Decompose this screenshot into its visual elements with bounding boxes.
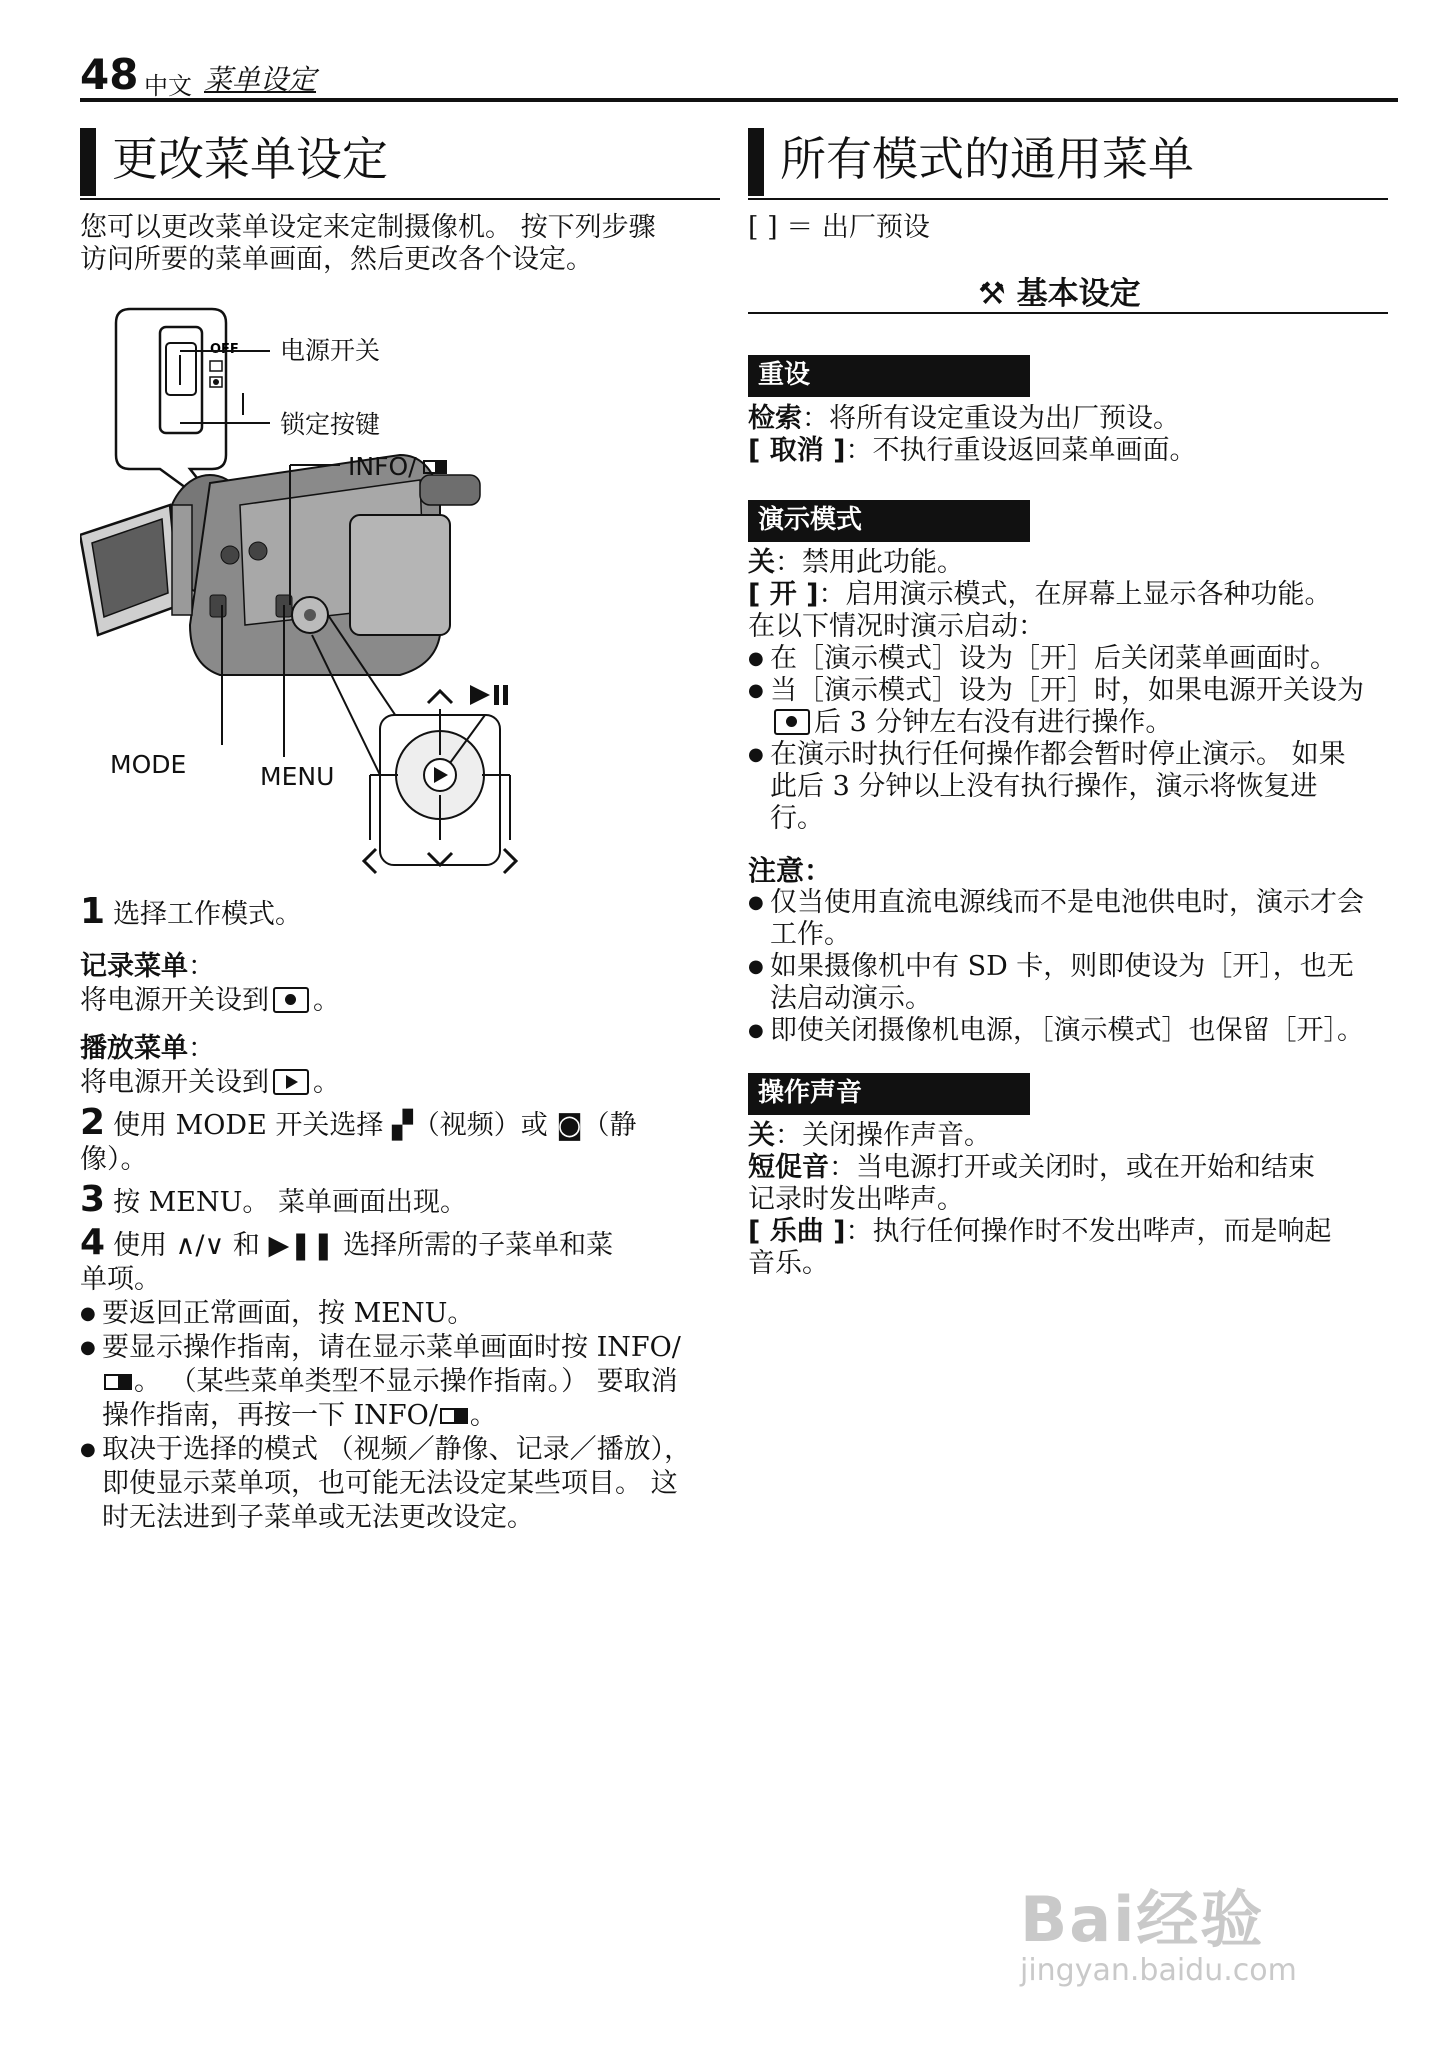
record-mode-icon	[273, 987, 309, 1013]
left-intro	[80, 212, 720, 276]
battery-icon	[440, 1408, 468, 1424]
reset-label: 重设	[748, 355, 1030, 397]
step-3: 3 按 MENU。 菜单画面出现。	[80, 1179, 467, 1220]
play-menu: 播放菜单：	[80, 1033, 215, 1064]
video-icon: ▞	[391, 1110, 413, 1141]
record-menu-instruction: 将电源开关设到 。	[80, 985, 340, 1016]
menu-label: MENU	[260, 762, 335, 791]
list-item: ● 要返回正常画面，按 MENU。	[80, 1297, 720, 1331]
camcorder-illustration	[80, 305, 640, 875]
list-item: ● 当［演示模式］设为［开］时，如果电源开关设为 后 3 分钟左右没有进行操作。	[748, 675, 1398, 739]
left-steps: 1 选择工作模式。 记录菜单： 将电源开关设到 。 播放菜单： 将电源开关设到 。 2 使用 MODE 开关选择 ▞（视频）或 ◙（静 像）。 3 按 MENU。 菜单画面出现。 4 使用 ∧/∨ 和 ▶❚❚ 选择所需的子菜单和菜 单项。 ● 要返回正常画面，按 MENU。 ● 要显示操作指南，请在显示菜单画面时按 INFO/ 。 （某些菜单类型不显示操作指南。） 要取消 操作指南，再按一下 INFO/ 。 ● 取决于选择的模式 （视频／静像、记录／播放）， 即使显示菜单项，也可能无法设定某些项目。 这 时无法进到子菜单或无法更改设定。	[80, 895, 720, 1535]
intro-line: 您可以更改菜单设定来定制摄像机。 按下列步骤	[80, 212, 656, 243]
wrench-icon: ⚒	[978, 276, 1006, 312]
step-2: 2 使用 MODE 开关选择 ▞（视频）或 ◙（静	[80, 1102, 637, 1143]
page-header	[80, 52, 1398, 102]
list-item: ● 仅当使用直流电源线而不是电池供电时，演示才会 工作。	[748, 887, 1398, 951]
left-bullets	[80, 1297, 720, 1535]
svg-text:OFF: OFF	[210, 342, 239, 357]
legend: [ ] ＝ 出厂预设	[748, 212, 930, 243]
list-item: ● 取决于选择的模式 （视频／静像、记录／播放）， 即使显示菜单项，也可能无法设定某些项目。 这 时无法进到子菜单或无法更改设定。	[80, 1433, 720, 1535]
list-item: ● 在演示时执行任何操作都会暂时停止演示。 如果 此后 3 分钟以上没有执行操作，演示将恢复进 行。	[748, 739, 1398, 835]
heading-bar	[80, 128, 96, 196]
page-number: 48	[80, 50, 139, 99]
camera-icon: ◙	[556, 1110, 583, 1141]
battery-icon	[104, 1374, 132, 1390]
note-section: 注意： ● 仅当使用直流电源线而不是电池供电时，演示才会 工作。 ● 如果摄像机中有 SD 卡，则即使设为［开］，也无 法启动演示。 ● 即使关闭摄像机电源，［演示模式］也保留［开］。	[748, 855, 1398, 1047]
list-item: ● 在［演示模式］设为［开］后关闭菜单画面时。	[748, 643, 1398, 675]
play-mode-icon	[273, 1069, 309, 1095]
info-label: INFO/	[348, 452, 417, 481]
left-section-heading	[80, 124, 720, 200]
reset-options: 检索：将所有设定重设为出厂预设。 [ 取消 ]：不执行重设返回菜单画面。	[748, 403, 1197, 466]
mode-label: MODE	[110, 750, 187, 779]
list-item: ● 要显示操作指南，请在显示菜单画面时按 INFO/ 。 （某些菜单类型不显示操作指南。） 要取消 操作指南，再按一下 INFO/ 。	[80, 1331, 720, 1433]
demo-mode-options: 关：禁用此功能。 [ 开 ]：启用演示模式，在屏幕上显示各种功能。 在以下情况时演示启动： ● 在［演示模式］设为［开］后关闭菜单画面时。 ● 当［演示模式］设为［开］时，如果电源开关设为 后 3 分钟左右没有进行操作。 ● 在演示时执行任何操作都会暂时停止演示。 如果 此后 3 分钟以上没有执行操作，演示将恢复进 行。	[748, 547, 1398, 835]
step-1: 1 选择工作模式。	[80, 891, 303, 932]
list-item: ● 如果摄像机中有 SD 卡，则即使设为［开］，也无 法启动演示。	[748, 951, 1398, 1015]
divider	[748, 312, 1388, 314]
right-section-heading	[748, 124, 1388, 200]
record-menu: 记录菜单：	[80, 951, 215, 982]
record-mode-icon	[774, 709, 810, 735]
intro-line: 访问所要的菜单画面，然后更改各个设定。	[80, 244, 593, 275]
up-down-arrow-icon: ∧/∨	[175, 1230, 225, 1261]
page-section-title: 菜单设定	[204, 63, 317, 96]
play-pause-icon: ▶❚❚	[268, 1230, 335, 1261]
basic-settings-title: ⚒ 基本设定	[978, 276, 1141, 312]
play-menu-instruction: 将电源开关设到 。	[80, 1067, 340, 1098]
step-4: 4 使用 ∧/∨ 和 ▶❚❚ 选择所需的子菜单和菜	[80, 1222, 614, 1263]
list-item: ● 即使关闭摄像机电源，［演示模式］也保留［开］。	[748, 1015, 1398, 1047]
operation-sound-options: 关：关闭操作声音。 短促音：当电源打开或关闭时，或在开始和结束 记录时发出哔声。 [ 乐曲 ]：执行任何操作时不发出哔声，而是响起 音乐。	[748, 1120, 1332, 1279]
page-language: 中文	[144, 72, 192, 100]
power-switch-label: 电源开关	[280, 336, 381, 365]
heading-text: 所有模式的通用菜单	[780, 132, 1194, 186]
heading-text: 更改菜单设定	[112, 132, 388, 186]
demo-mode-label: 演示模式	[748, 500, 1030, 542]
lock-button-label: 锁定按键	[280, 410, 381, 439]
baidu-watermark: Bai经验 jingyan.baidu.com	[1020, 1883, 1297, 1988]
heading-bar	[748, 128, 764, 196]
camcorder-diagram	[80, 305, 640, 875]
operation-sound-label: 操作声音	[748, 1073, 1030, 1115]
